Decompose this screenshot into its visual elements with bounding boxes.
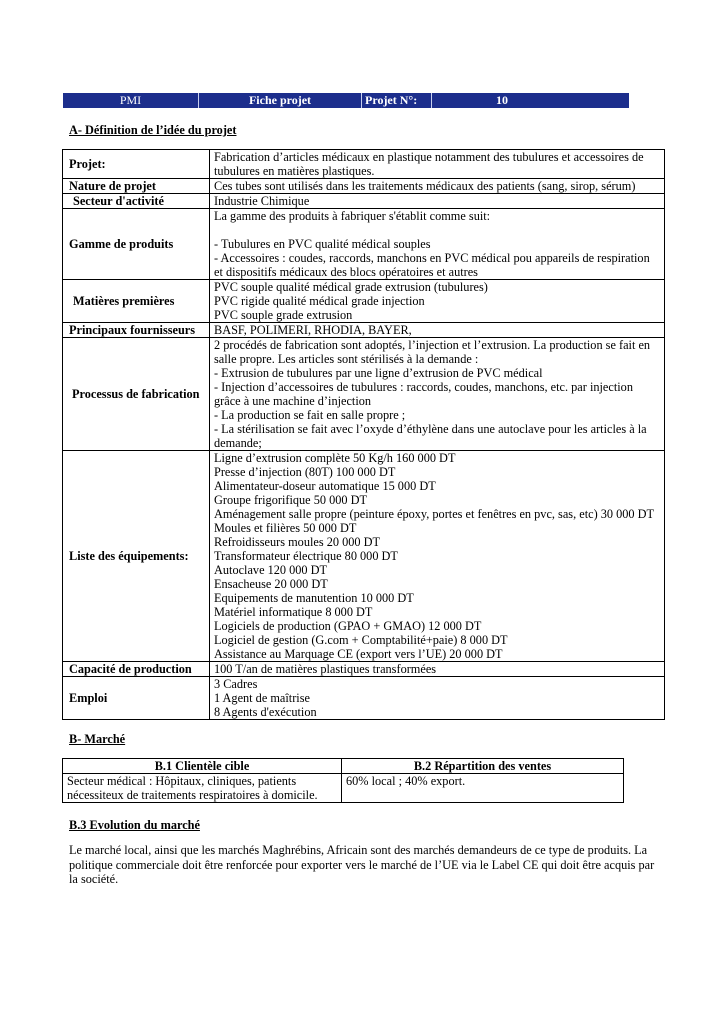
header-pmi: PMI xyxy=(63,93,199,108)
b3-paragraph: Le marché local, ainsi que les marchés Maghrébins, Africain sont des marchés demandeurs de ce type de produits. La politique commerciale doit être renforcée pour exporter vers le marché de l’UE via le Label CE qui doit être acquis par la société. xyxy=(69,843,655,886)
section-a-title: A- Définition de l’idée du projet xyxy=(69,123,237,137)
row-line: BASF, POLIMERI, RHODIA, BAYER, xyxy=(214,323,412,337)
row-line: Alimentateur-doseur automatique 15 000 DT xyxy=(214,479,436,493)
row-value xyxy=(210,677,665,720)
table-row xyxy=(63,451,665,662)
table-row xyxy=(63,323,665,338)
table-row xyxy=(63,179,665,194)
table-row xyxy=(63,194,665,209)
row-line: Industrie Chimique xyxy=(214,194,310,208)
row-line: 2 procédés de fabrication sont adoptés, l’injection et l’extrusion. La production se fait en salle propre. Les articles sont stérilisés à la demande : xyxy=(214,338,651,366)
header-projet-num-label: Projet N°: xyxy=(362,93,432,108)
row-line: 8 Agents d'exécution xyxy=(214,705,317,719)
row-line: Refroidisseurs moules 20 000 DT xyxy=(214,535,380,549)
row-line: PVC souple grade extrusion xyxy=(214,308,353,322)
project-header-bar xyxy=(63,93,629,108)
project-definition-table xyxy=(62,149,665,720)
row-label: Secteur d'activité xyxy=(63,194,210,209)
row-label: Nature de projet xyxy=(63,179,210,194)
table-row xyxy=(63,677,665,720)
row-line: Groupe frigorifique 50 000 DT xyxy=(214,493,367,507)
b1-header: B.1 Clientèle cible xyxy=(63,759,342,774)
row-line: - La stérilisation se fait avec l’oxyde d’éthylène dans une autoclave pour les articles à la demande; xyxy=(214,422,647,450)
row-line: - Tubulures en PVC qualité médical souples xyxy=(214,237,431,251)
row-line: Moules et filières 50 000 DT xyxy=(214,521,357,535)
row-line: 100 T/an de matières plastiques transformées xyxy=(214,662,437,676)
row-line: PVC rigide qualité médical grade injection xyxy=(214,294,425,308)
row-value xyxy=(210,338,665,451)
b2-cell: 60% local ; 40% export. xyxy=(342,774,624,803)
table-header-row xyxy=(63,759,624,774)
row-label: Matières premières xyxy=(63,280,210,323)
table-row xyxy=(63,150,665,179)
row-line: Transformateur électrique 80 000 DT xyxy=(214,549,398,563)
b1-cell: Secteur médical : Hôpitaux, cliniques, patients nécessiteux de traitements respiratoires à domicile. xyxy=(63,774,342,803)
row-line: - La production se fait en salle propre ; xyxy=(214,408,406,422)
table-row xyxy=(63,662,665,677)
row-line: Logiciels de production (GPAO + GMAO) 12 000 DT xyxy=(214,619,482,633)
row-line xyxy=(214,223,660,237)
row-line: - Injection d’accessoires de tubulures : raccords, coudes, manchons, etc. par injection grâce à une machine d’injection xyxy=(214,380,633,408)
row-label: Principaux fournisseurs xyxy=(63,323,210,338)
header-projet-num-value: 10 xyxy=(496,93,508,107)
row-value xyxy=(210,280,665,323)
row-line: Ces tubes sont utilisés dans les traitements médicaux des patients (sang, sirop, sérum) xyxy=(214,179,636,193)
row-value xyxy=(210,209,665,280)
row-line: Matériel informatique 8 000 DT xyxy=(214,605,373,619)
row-line: Logiciel de gestion (G.com + Comptabilité+paie) 8 000 DT xyxy=(214,633,508,647)
row-value xyxy=(210,662,665,677)
row-line: Ensacheuse 20 000 DT xyxy=(214,577,328,591)
row-line: Aménagement salle propre (peinture époxy, portes et fenêtres en pvc, sas, etc) 30 000 DT xyxy=(214,507,655,521)
row-label: Projet: xyxy=(63,150,210,179)
row-line: 3 Cadres xyxy=(214,677,258,691)
market-table xyxy=(62,758,624,803)
row-line: Presse d’injection (80T) 100 000 DT xyxy=(214,465,396,479)
row-label: Processus de fabrication xyxy=(63,338,210,451)
section-b-title: B- Marché xyxy=(69,732,126,746)
section-b3-title: B.3 Evolution du marché xyxy=(69,818,200,832)
row-label: Capacité de production xyxy=(63,662,210,677)
row-label: Gamme de produits xyxy=(63,209,210,280)
row-value xyxy=(210,150,665,179)
row-line: La gamme des produits à fabriquer s'établit comme suit: xyxy=(214,209,491,223)
row-value xyxy=(210,179,665,194)
table-row xyxy=(63,774,624,803)
row-line: 1 Agent de maîtrise xyxy=(214,691,310,705)
row-label: Liste des équipements: xyxy=(63,451,210,662)
row-line: - Extrusion de tubulures par une ligne d’extrusion de PVC médical xyxy=(214,366,543,380)
row-label: Emploi xyxy=(63,677,210,720)
row-line: Fabrication d’articles médicaux en plastique notamment des tubulures et accessoires de tubulures en matières plastiques. xyxy=(214,150,644,178)
table-row xyxy=(63,209,665,280)
row-line: Assistance au Marquage CE (export vers l’UE) 20 000 DT xyxy=(214,647,503,661)
row-line: Autoclave 120 000 DT xyxy=(214,563,328,577)
table-row xyxy=(63,280,665,323)
row-line: PVC souple qualité médical grade extrusion (tubulures) xyxy=(214,280,488,294)
row-value xyxy=(210,451,665,662)
row-line: Ligne d’extrusion complète 50 Kg/h 160 000 DT xyxy=(214,451,456,465)
row-value xyxy=(210,323,665,338)
row-line: - Accessoires : coudes, raccords, manchons en PVC médical pou appareils de respiration et dispositifs médicaux des blocs opératoires et autres xyxy=(214,251,650,279)
row-value xyxy=(210,194,665,209)
row-line: Equipements de manutention 10 000 DT xyxy=(214,591,414,605)
b2-header: B.2 Répartition des ventes xyxy=(342,759,624,774)
table-row xyxy=(63,338,665,451)
header-fiche-projet: Fiche projet xyxy=(199,93,362,108)
